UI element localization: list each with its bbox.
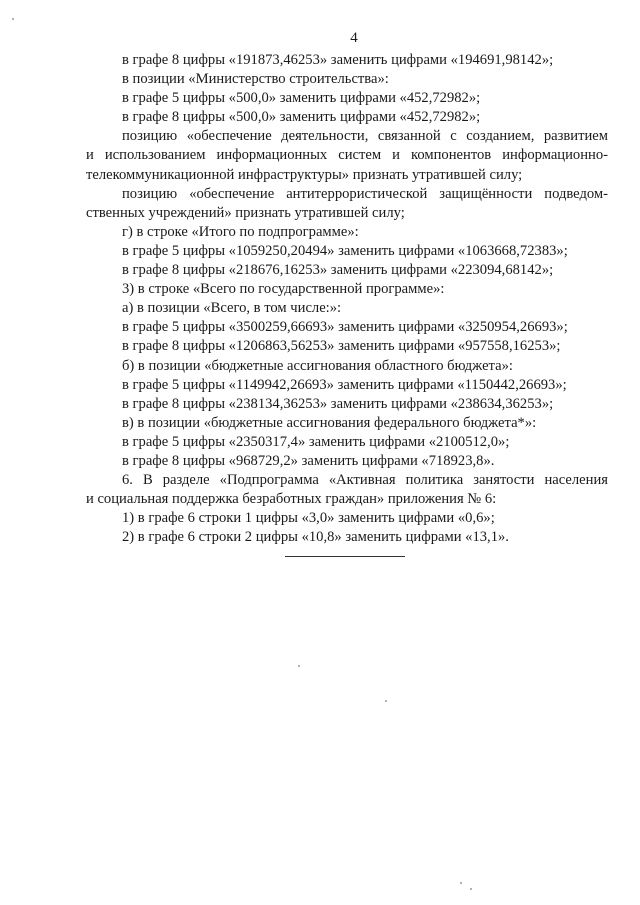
text-line: а) в позиции «Всего, в том числе:»: xyxy=(122,300,342,317)
text-line: 1) в графе 6 строки 1 цифры «3,0» заменить цифрами «0,6»; xyxy=(122,510,495,527)
document-body xyxy=(86,51,608,547)
text-line: в графе 5 цифры «500,0» заменить цифрами «452,72982»; xyxy=(122,90,481,107)
text-line: г) в строке «Итого по подпрограмме»: xyxy=(122,223,359,240)
text-line: в графе 5 цифры «3500259,66693» заменить цифрами «3250954,26693»; xyxy=(122,319,568,336)
text-line: в) в позиции «бюджетные ассигнования федерального бюджета*»: xyxy=(122,414,537,431)
text-line: позицию «обеспечение деятельности, связанной с созданием, развитием xyxy=(122,128,608,145)
text-line: в графе 5 цифры «1149942,26693» заменить цифрами «1150442,26693»; xyxy=(122,376,567,393)
text-line: б) в позиции «бюджетные ассигнования областного бюджета»: xyxy=(122,357,513,374)
text-line: 3) в строке «Всего по государственной программе»: xyxy=(122,281,445,298)
text-line: в графе 5 цифры «1059250,20494» заменить цифрами «1063668,72383»; xyxy=(122,242,568,259)
text-line: в графе 8 цифры «218676,16253» заменить цифрами «223094,68142»; xyxy=(122,262,554,279)
text-line: в графе 8 цифры «1206863,56253» заменить цифрами «957558,16253»; xyxy=(122,338,561,355)
scan-speck xyxy=(470,888,472,890)
text-line: телекоммуникационной инфраструктуры» признать утратившей силу; xyxy=(86,166,523,183)
text-line: 6. В разделе «Подпрограмма «Активная политика занятости населения xyxy=(122,472,608,489)
text-line: позицию «обеспечение антитеррористической защищённости подведом- xyxy=(122,185,608,202)
text-line: в графе 8 цифры «238134,36253» заменить цифрами «238634,36253»; xyxy=(122,395,554,412)
text-line: в графе 8 цифры «968729,2» заменить цифрами «718923,8». xyxy=(122,452,495,469)
scan-speck xyxy=(298,665,300,667)
end-separator-line xyxy=(285,556,405,557)
text-line: ственных учреждений» признать утратившей силу; xyxy=(86,204,405,221)
text-line: и использованием информационных систем и компонентов информационно- xyxy=(86,147,608,164)
text-line: в графе 8 цифры «500,0» заменить цифрами «452,72982»; xyxy=(122,109,481,126)
text-line: в позиции «Министерство строительства»: xyxy=(122,71,389,88)
text-line: 2) в графе 6 строки 2 цифры «10,8» заменить цифрами «13,1». xyxy=(122,529,509,546)
text-line: в графе 5 цифры «2350317,4» заменить цифрами «2100512,0»; xyxy=(122,433,510,450)
text-line: и социальная поддержка безработных граждан» приложения № 6: xyxy=(86,491,497,508)
text-line: в графе 8 цифры «191873,46253» заменить цифрами «194691,98142»; xyxy=(122,52,554,68)
scan-speck xyxy=(12,18,14,20)
scan-speck xyxy=(385,700,387,702)
page-number: 4 xyxy=(350,30,358,46)
scan-speck xyxy=(460,882,462,884)
